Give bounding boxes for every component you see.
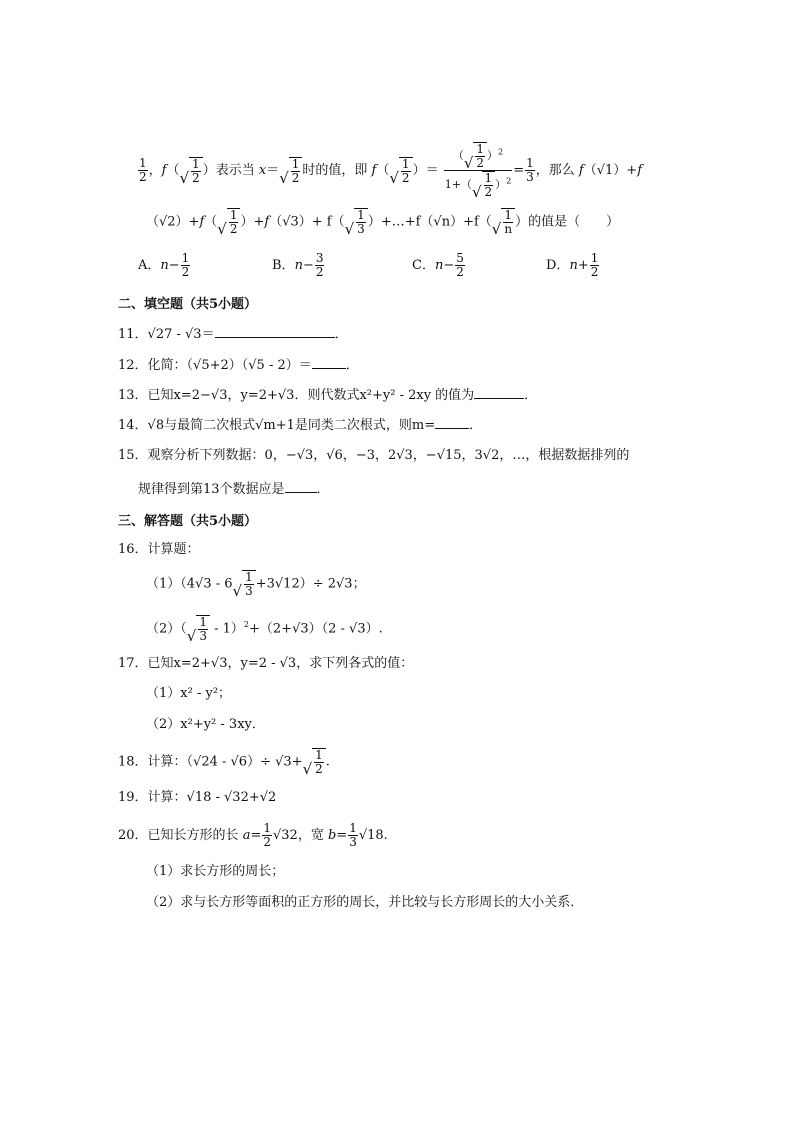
prev-question-line-1: $\frac{1}{2}$ ，f（ √ $\frac{1}{2}$ ）表示当 x＝ √ $\frac{1}{2}$ 时的值，即 f（ √ $\frac{1}{2}$ ）＝ （ √ $\frac{1}{2}$ ）$^2$ 1+（ √ $\frac{1}{2}$ ）$^2$ = $\frac{1}{3}$ ，那么 f（√1）+f (139, 142, 642, 201)
question-17: 17．已知x=2+√3，y=2 - √3，求下列各式的值： (118, 656, 414, 671)
question-16: 16．计算题： (118, 542, 200, 557)
question-16-part-1: （1）（4√3 - 6 √ $\frac{1}{3}$ +3√12）÷ 2√3； (146, 570, 366, 600)
question-14-text: 14．√8与最简二次根式√m+1是同类二次根式，则m= (118, 418, 436, 433)
question-11: 11．√27 - √3＝ ． (118, 327, 348, 342)
question-17-part-2: （2）x²+y² - 3xy． (146, 717, 265, 732)
question-18: 18．计算：（√24 - √6）÷ √3+ √ $\frac{1}{2}$ . (118, 748, 330, 778)
question-13: 13．已知x=2−√3，y=2+√3．则代数式x²+y² - 2xy 的值为 ． (118, 388, 538, 403)
question-13-text: 13．已知x=2−√3，y=2+√3．则代数式x²+y² - 2xy 的值为 (118, 388, 475, 403)
option-b: B．n− $\frac{3}{2}$ (272, 251, 324, 279)
option-c: C．n− $\frac{5}{2}$ (412, 251, 464, 279)
question-17-part-1: （1）x² - y²； (146, 686, 232, 701)
question-15-line-2: 规律得到第13个数据应是 ． (138, 482, 330, 497)
question-12-text: 12．化简：（√5+2）（√5 - 2）＝ (118, 358, 312, 373)
question-19: 19．计算：√18 - √32+√2 (118, 790, 277, 805)
question-11-text: 11．√27 - √3＝ (118, 327, 215, 342)
question-20-part-2: （2）求与长方形等面积的正方形的周长，并比较与长方形周长的大小关系． (146, 895, 584, 910)
question-15-text: 规律得到第13个数据应是 (138, 482, 285, 497)
question-20-part-1: （1）求长方形的周长； (146, 864, 285, 879)
prev-question-line-2: （√2）+f（ √ $\frac{1}{2}$ ）+f（√3）+ f（ √ $\frac{1}{3}$ ）+…+f（√n）+f（ √ $\frac{1}{n}$ ）的值是（ ） (146, 208, 620, 238)
option-a: A．n− $\frac{1}{2}$ (138, 251, 190, 279)
question-20: 20．已知长方形的长 a= $\frac{1}{2}$ √32，宽 b= $\frac{1}{3}$ √18. (118, 821, 388, 849)
fraction: $\frac{1}{2}$ (139, 156, 147, 184)
option-d: D．n+ $\frac{1}{2}$ (546, 251, 599, 279)
question-14: 14．√8与最简二次根式√m+1是同类二次根式，则m= ． (118, 418, 483, 433)
question-12: 12．化简：（√5+2）（√5 - 2）＝ ． (118, 358, 359, 373)
big-fraction: （ √ $\frac{1}{2}$ ）$^2$ 1+（ √ $\frac{1}{2}$ ）$^2$ (444, 142, 512, 201)
question-15-line-1: 15．观察分析下列数据：0，−√3，√6，−3，2√3，−√15，3√2，…，根据数据排列的 (118, 448, 630, 463)
prev-question-stem: 的值是（ ） (528, 214, 620, 230)
section-title-solve: 三、解答题（共5小题） (118, 514, 258, 529)
question-16-part-2: （2）（ √ $\frac{1}{3}$ - 1）$^2$+（2+√3）（2 - √3）. (146, 615, 383, 645)
section-title-fill-blank: 二、填空题（共5小题） (118, 297, 258, 312)
